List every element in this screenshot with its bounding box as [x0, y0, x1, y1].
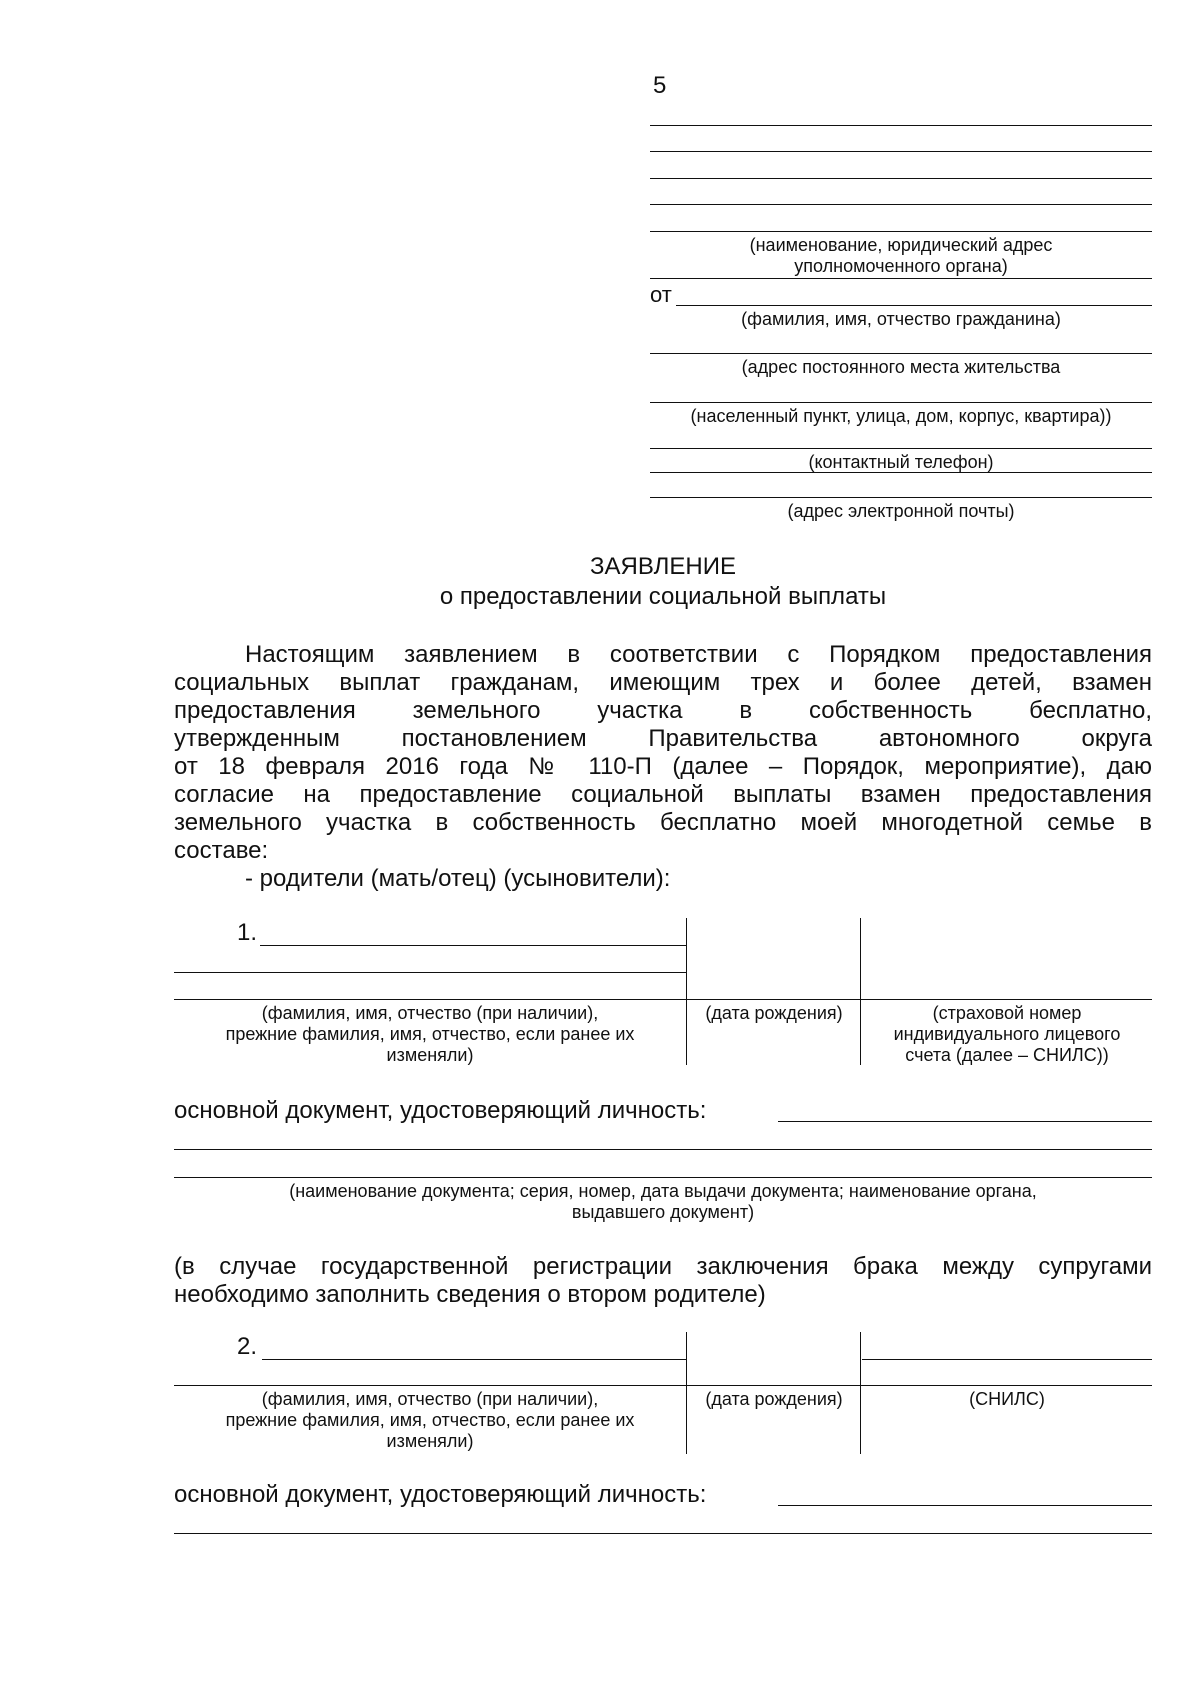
citizen-name-caption: (фамилия, имя, отчество гражданина)	[741, 309, 1061, 329]
parent1-name-caption-3: изменяли)	[386, 1045, 474, 1065]
authority-caption-2: уполномоченного органа)	[794, 256, 1008, 276]
parent1-name-caption-2: прежние фамилия, имя, отчество, если ранее их	[225, 1024, 635, 1044]
document1-field-3[interactable]	[174, 1177, 1152, 1178]
body-line-4: утвержденным постановлением Правительства автономного округа	[174, 725, 1152, 752]
from-label: от	[650, 282, 672, 307]
parent2-name-field[interactable]	[262, 1359, 686, 1360]
parent1-name-field-1[interactable]	[260, 945, 686, 946]
address-details-field[interactable]	[650, 402, 1152, 403]
parent2-birth-caption: (дата рождения)	[705, 1389, 843, 1409]
document1-field-2[interactable]	[174, 1149, 1152, 1150]
parent2-name-caption-2: прежние фамилия, имя, отчество, если ранее их	[225, 1410, 635, 1430]
marriage-note-line-1: (в случае государственной регистрации заключения брака между супругами	[174, 1253, 1152, 1280]
body-line-7: земельного участка в собственность бесплатно моей многодетной семье в	[174, 809, 1152, 836]
parent2-number: 2.	[237, 1333, 258, 1360]
parent1-row-rule	[174, 999, 1152, 1000]
parent1-name-field-2[interactable]	[174, 972, 686, 973]
email-field[interactable]	[650, 497, 1152, 498]
parent2-name-caption-3: изменяли)	[386, 1431, 474, 1451]
parent2-name-caption-1: (фамилия, имя, отчество (при наличии),	[261, 1389, 599, 1409]
document-subtitle: о предоставлении социальной выплаты	[439, 583, 887, 610]
document1-field-1[interactable]	[778, 1121, 1152, 1122]
parent2-snils-field[interactable]	[862, 1359, 1152, 1360]
body-line-3: предоставления земельного участка в собственность бесплатно,	[174, 697, 1152, 724]
email-caption: (адрес электронной почты)	[787, 501, 1015, 521]
parent1-name-caption-1: (фамилия, имя, отчество (при наличии),	[261, 1003, 599, 1023]
body-line-2: социальных выплат гражданам, имеющим трех и более детей, взамен	[174, 669, 1152, 696]
parent1-snils-caption-2: индивидуального лицевого	[893, 1024, 1121, 1044]
parent1-birth-caption: (дата рождения)	[705, 1003, 843, 1023]
residence-field[interactable]	[650, 353, 1152, 354]
document2-field-2[interactable]	[174, 1533, 1152, 1534]
parent1-snils-caption-3: счета (далее – СНИЛС))	[905, 1045, 1109, 1065]
phone-caption: (контактный телефон)	[808, 452, 994, 472]
document1-label: основной документ, удостоверяющий личность:	[174, 1097, 707, 1124]
authority-caption-rule	[650, 278, 1152, 279]
document-title: ЗАЯВЛЕНИЕ	[590, 553, 736, 580]
body-line-6: согласие на предоставление социальной выплаты взамен предоставления	[174, 781, 1152, 808]
parent2-row-rule	[174, 1385, 1152, 1386]
parent1-number: 1.	[237, 919, 258, 946]
body-line-5: от 18 февраля 2016 года № 110-П (далее – Порядок, мероприятие), даю	[174, 753, 1152, 780]
body-line-8: составе:	[174, 837, 269, 864]
authority-caption-1: (наименование, юридический адрес	[749, 235, 1053, 255]
document1-caption-1: (наименование документа; серия, номер, дата выдачи документа; наименование органа,	[289, 1181, 1037, 1201]
document2-label: основной документ, удостоверяющий личность:	[174, 1481, 707, 1508]
page-number: 5	[653, 72, 667, 99]
residence-caption: (адрес постоянного места жительства	[741, 357, 1061, 377]
marriage-note-line-2: необходимо заполнить сведения о втором родителе)	[174, 1281, 766, 1308]
parent2-snils-caption: (СНИЛС)	[969, 1389, 1045, 1409]
address-details-caption: (населенный пункт, улица, дом, корпус, квартира))	[690, 406, 1112, 426]
document1-caption-2: выдавшего документ)	[571, 1202, 755, 1222]
phone-field[interactable]	[650, 448, 1152, 449]
document2-field-1[interactable]	[778, 1505, 1152, 1506]
body-line-1: Настоящим заявлением в соответствии с Порядком предоставления	[245, 641, 1152, 668]
parent1-snils-caption-1: (страховой номер	[932, 1003, 1082, 1023]
citizen-name-field[interactable]	[676, 305, 1152, 306]
parents-line: - родители (мать/отец) (усыновители):	[245, 865, 671, 892]
phone-caption-rule	[650, 472, 1152, 473]
